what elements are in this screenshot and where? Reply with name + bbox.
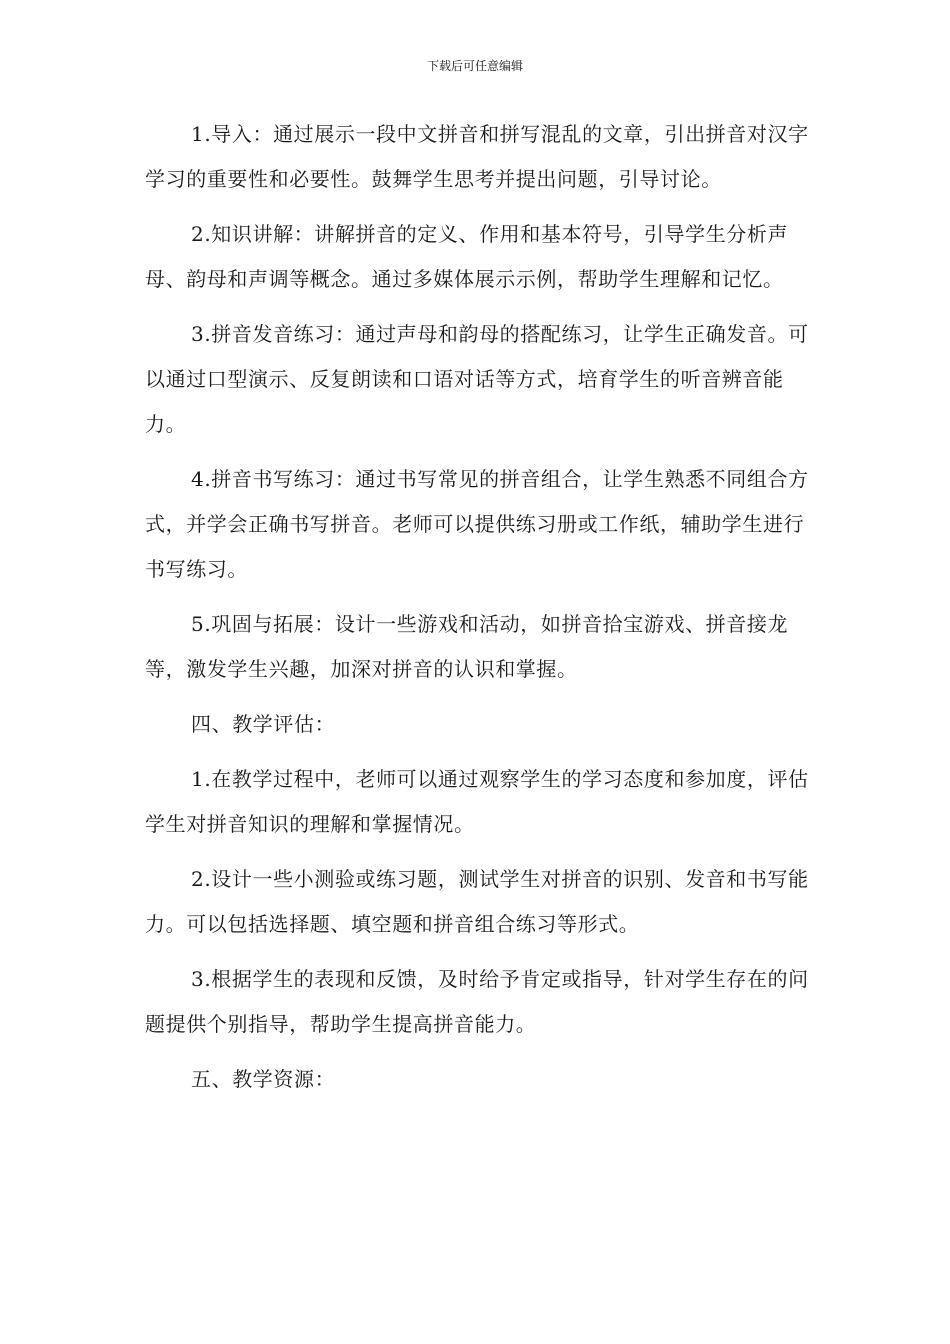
paragraph-consolidation-step: 5.巩固与拓展：设计一些游戏和活动，如拼音拾宝游戏、拼音接龙等，激发学生兴趣，加深对拼音的认识和掌握。 xyxy=(145,612,789,681)
paragraph-writing-step: 4.拼音书写练习：通过书写常见的拼音组合，让学生熟悉不同组合方式，并学会正确书写拼音。老师可以提供练习册或工作纸，辅助学生进行书写练习。 xyxy=(145,467,809,581)
paragraph-evaluation-2: 2.设计一些小测验或练习题，测试学生对拼音的识别、发音和书写能力。可以包括选择题、填空题和拼音组合练习等形式。 xyxy=(145,867,809,936)
document-body xyxy=(145,112,810,1112)
paragraph-evaluation-1: 1.在教学过程中，老师可以通过观察学生的学习态度和参加度，评估学生对拼音知识的理解和掌握情况。 xyxy=(145,767,809,836)
page-header-note: 下载后可任意编辑 xyxy=(426,59,523,73)
paragraph-intro-step: 1.导入：通过展示一段中文拼音和拼写混乱的文章，引出拼音对汉字学习的重要性和必要性。鼓舞学生思考并提出问题，引导讨论。 xyxy=(145,122,809,191)
paragraph-pronunciation-step: 3.拼音发音练习：通过声母和韵母的搭配练习，让学生正确发音。可以通过口型演示、反复朗读和口语对话等方式，培育学生的听音辨音能力。 xyxy=(145,322,809,436)
section-heading-resources: 五、教学资源： xyxy=(191,1067,336,1091)
section-heading-evaluation: 四、教学评估： xyxy=(191,712,336,736)
paragraph-knowledge-step: 2.知识讲解：讲解拼音的定义、作用和基本符号，引导学生分析声母、韵母和声调等概念。通过多媒体展示示例，帮助学生理解和记忆。 xyxy=(145,222,789,291)
paragraph-evaluation-3: 3.根据学生的表现和反馈，及时给予肯定或指导，针对学生存在的问题提供个别指导，帮助学生提高拼音能力。 xyxy=(145,967,809,1036)
